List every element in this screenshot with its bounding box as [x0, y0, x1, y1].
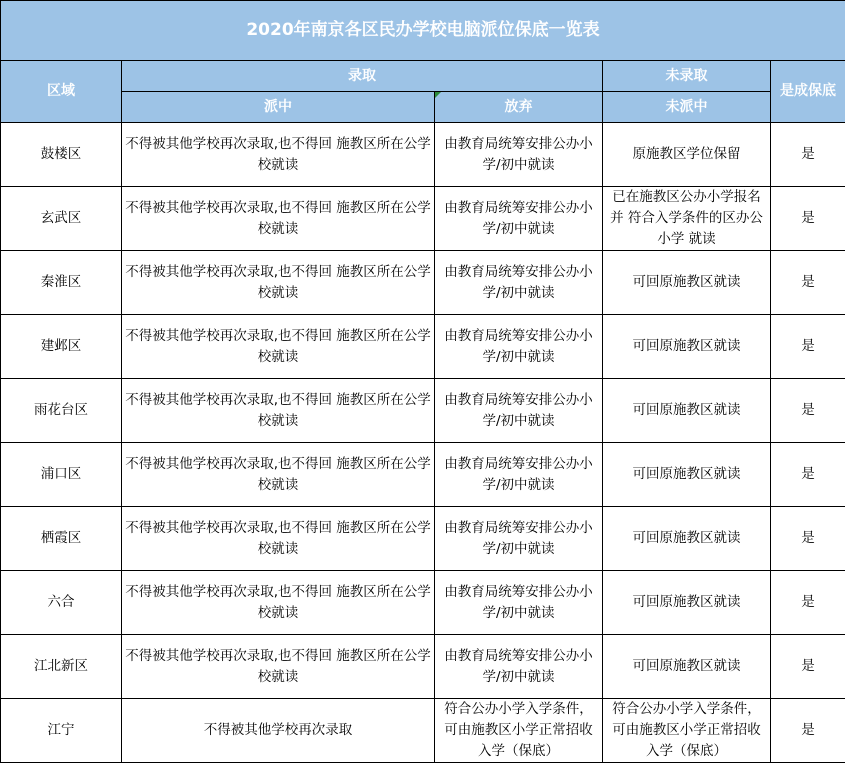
cell-abandon: 由教育局统筹安排公办小 学/初中就读: [435, 251, 603, 315]
header-assigned: 派中: [122, 92, 435, 123]
cell-assigned: 不得被其他学校再次录取,也不得回 施教区所在公学校就读: [122, 123, 435, 187]
table-row: [1, 571, 845, 635]
cell-guaranteed: 是: [771, 315, 845, 379]
cell-not-assigned: 原施教区学位保留: [603, 123, 771, 187]
cell-abandon: 由教育局统筹安排公办小 学/初中就读: [435, 379, 603, 443]
cell-not-assigned: 可回原施教区就读: [603, 507, 771, 571]
cell-not-assigned: 可回原施教区就读: [603, 379, 771, 443]
cell-abandon: 由教育局统筹安排公办小 学/初中就读: [435, 571, 603, 635]
cell-not-assigned: 可回原施教区就读: [603, 251, 771, 315]
cell-assigned: 不得被其他学校再次录取,也不得回 施教区所在公学校就读: [122, 379, 435, 443]
cell-assigned: 不得被其他学校再次录取,也不得回 施教区所在公学校就读: [122, 187, 435, 251]
cell-abandon: 由教育局统筹安排公办小 学/初中就读: [435, 123, 603, 187]
cell-district: 秦淮区: [1, 251, 122, 315]
table-row: [1, 123, 845, 187]
cell-not-assigned: 可回原施教区就读: [603, 571, 771, 635]
cell-district: 浦口区: [1, 443, 122, 507]
cell-assigned: 不得被其他学校再次录取,也不得回 施教区所在公学校就读: [122, 507, 435, 571]
cell-abandon: 由教育局统筹安排公办小 学/初中就读: [435, 507, 603, 571]
cell-abandon: 符合公办小学入学条件， 可由施教区小学正常招收 入学（保底）: [435, 699, 603, 763]
cell-district: 玄武区: [1, 187, 122, 251]
cell-abandon: 由教育局统筹安排公办小 学/初中就读: [435, 635, 603, 699]
cell-guaranteed: 是: [771, 507, 845, 571]
table-row: [1, 187, 845, 251]
cell-district: 雨花台区: [1, 379, 122, 443]
cell-guaranteed: 是: [771, 443, 845, 507]
cell-guaranteed: 是: [771, 187, 845, 251]
cell-not-assigned: 可回原施教区就读: [603, 443, 771, 507]
title-row: [1, 1, 845, 61]
cell-assigned: 不得被其他学校再次录取,也不得回 施教区所在公学校就读: [122, 315, 435, 379]
header-row-1: [1, 61, 845, 92]
cell-assigned: 不得被其他学校再次录取,也不得回 施教区所在公学校就读: [122, 251, 435, 315]
cell-abandon: 由教育局统筹安排公办小 学/初中就读: [435, 443, 603, 507]
cell-assigned: 不得被其他学校再次录取: [122, 699, 435, 763]
cell-assigned: 不得被其他学校再次录取,也不得回 施教区所在公学校就读: [122, 443, 435, 507]
header-guaranteed: 是成保底: [771, 61, 845, 123]
header-abandon: 放弃: [435, 92, 603, 123]
cell-guaranteed: 是: [771, 379, 845, 443]
header-district: 区域: [1, 61, 122, 123]
table-title: 2020年南京各区民办学校电脑派位保底一览表: [1, 1, 845, 61]
cell-district: 栖霞区: [1, 507, 122, 571]
cell-assigned: 不得被其他学校再次录取,也不得回 施教区所在公学校就读: [122, 571, 435, 635]
table-row: [1, 507, 845, 571]
cell-district: 江宁: [1, 699, 122, 763]
cell-guaranteed: 是: [771, 123, 845, 187]
table-row: [1, 443, 845, 507]
cell-guaranteed: 是: [771, 251, 845, 315]
header-not-admitted: 未录取: [603, 61, 771, 92]
cell-assigned: 不得被其他学校再次录取,也不得回 施教区所在公学校就读: [122, 635, 435, 699]
cell-district: 建邺区: [1, 315, 122, 379]
header-row-2: [1, 92, 845, 123]
cell-guaranteed: 是: [771, 699, 845, 763]
table-row: [1, 635, 845, 699]
table-row: [1, 251, 845, 315]
header-admitted: 录取: [122, 61, 603, 92]
header-not-assigned: 未派中: [603, 92, 771, 123]
cell-not-assigned: 已在施教区公办小学报名并 符合入学条件的区办公小学 就读: [603, 187, 771, 251]
table-row: [1, 699, 845, 763]
cell-guaranteed: 是: [771, 635, 845, 699]
cell-district: 江北新区: [1, 635, 122, 699]
table-row: [1, 379, 845, 443]
cell-abandon: 由教育局统筹安排公办小 学/初中就读: [435, 187, 603, 251]
cell-not-assigned: 可回原施教区就读: [603, 315, 771, 379]
cell-abandon: 由教育局统筹安排公办小 学/初中就读: [435, 315, 603, 379]
cell-district: 鼓楼区: [1, 123, 122, 187]
cell-not-assigned: 可回原施教区就读: [603, 635, 771, 699]
table-row: [1, 315, 845, 379]
cell-district: 六合: [1, 571, 122, 635]
cell-guaranteed: 是: [771, 571, 845, 635]
cell-not-assigned: 符合公办小学入学条件， 可由施教区小学正常招收 入学（保底）: [603, 699, 771, 763]
